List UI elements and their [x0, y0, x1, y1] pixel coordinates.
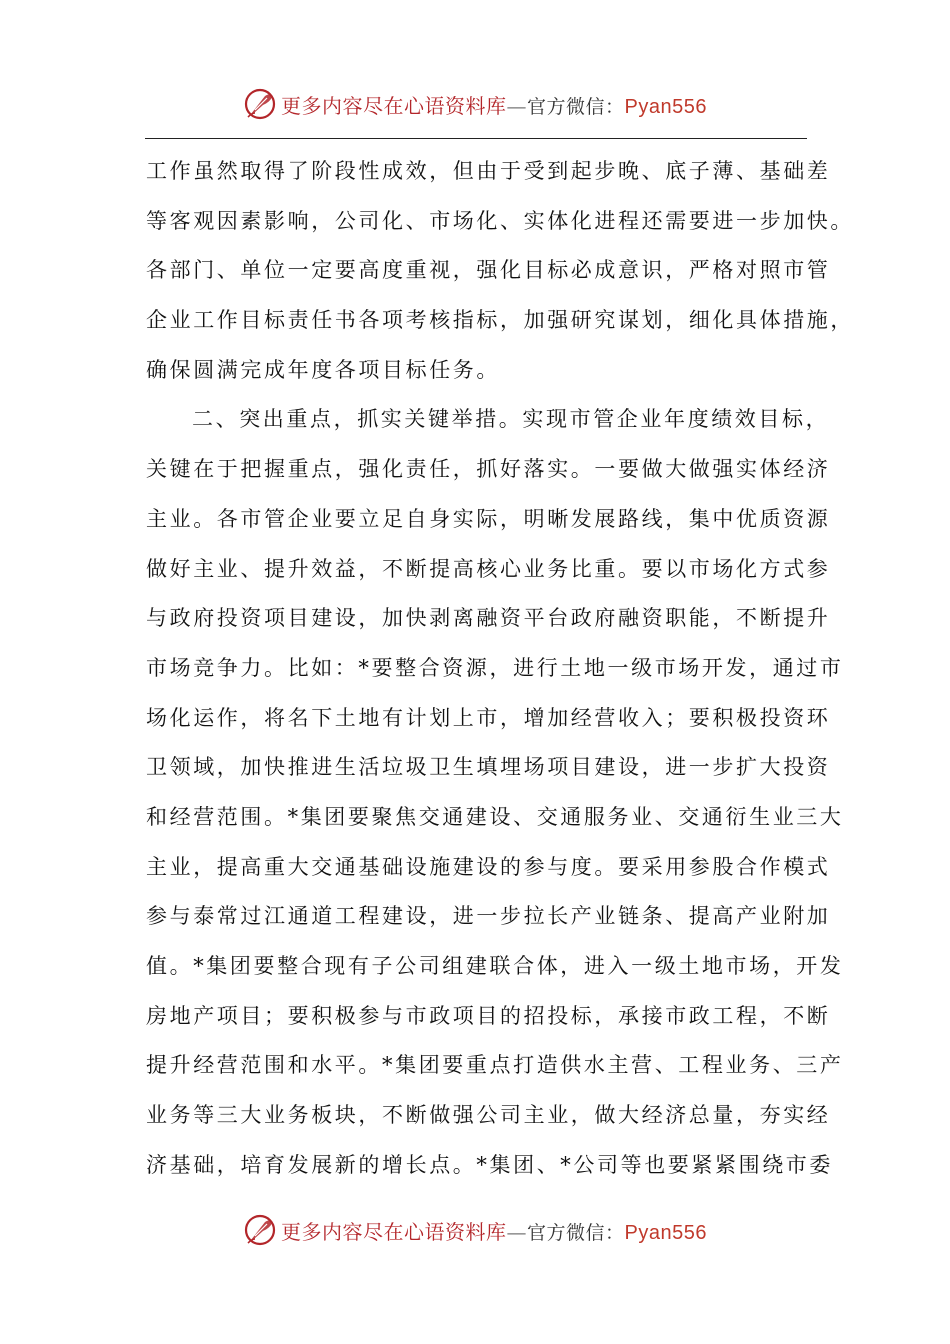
header-wechat-id: Pyan556 — [624, 95, 707, 118]
body-line: 卫领域，加快推进生活垃圾卫生填埋场项目建设，进一步扩大投资 — [146, 755, 831, 780]
body-line: 确保圆满完成年度各项目标任务。 — [146, 357, 500, 382]
body-line: 等客观因素影响，公司化、市场化、实体化进程还需要进一步加快。 — [146, 208, 854, 233]
section-heading-line: 二、突出重点，抓实关键举措。实现市管企业年度绩效目标， — [192, 407, 830, 432]
body-line: 主业，提高重大交通基础设施建设的参与度。要采用参股合作模式 — [146, 854, 831, 879]
footer-dash: — — [506, 1219, 527, 1244]
body-line: 关键在于把握重点，强化责任，抓好落实。一要做大做强实体经济 — [146, 457, 831, 482]
footer-wechat-label: 官方微信： — [527, 1221, 625, 1244]
header-brand-text: 更多内容尽在心语资料库 — [281, 93, 507, 118]
body-line: 场化运作，将名下土地有计划上市，增加经营收入；要积极投资环 — [146, 705, 831, 730]
header-banner-text — [281, 90, 707, 119]
body-line: 与政府投资项目建设，加快剥离融资平台政府融资职能，不断提升 — [146, 606, 831, 631]
header-banner — [0, 84, 950, 124]
body-line: 提升经营范围和水平。*集团要重点打造供水主营、工程业务、三产 — [146, 1053, 844, 1078]
footer-wechat-id: Pyan556 — [624, 1221, 707, 1244]
body-line: 和经营范围。*集团要聚焦交通建设、交通服务业、交通衍生业三大 — [146, 804, 844, 829]
body-line: 各部门、单位一定要高度重视，强化目标必成意识，严格对照市管 — [146, 258, 831, 283]
body-line: 业务等三大业务板块，不断做强公司主业，做大经济总量，夯实经 — [146, 1103, 831, 1128]
body-line: 企业工作目标责任书各项考核指标，加强研究谋划，细化具体措施， — [146, 308, 854, 333]
body-line: 济基础，培育发展新的增长点。*集团、*公司等也要紧紧围绕市委 — [146, 1152, 833, 1177]
footer-banner-text — [281, 1216, 707, 1245]
quill-pen-circle-icon — [243, 87, 277, 121]
quill-pen-circle-icon — [243, 1213, 277, 1247]
header-wechat-label: 官方微信： — [527, 95, 625, 118]
header-divider — [145, 138, 807, 139]
body-line: 做好主业、提升效益，不断提高核心业务比重。要以市场化方式参 — [146, 556, 831, 581]
body-line: 值。*集团要整合现有子公司组建联合体，进入一级土地市场，开发 — [146, 954, 844, 978]
body-line: 房地产项目；要积极参与市政项目的招投标，承接市政工程，不断 — [146, 1003, 831, 1028]
header-dash: — — [506, 93, 527, 118]
body-line: 工作虽然取得了阶段性成效，但由于受到起步晚、底子薄、基础差 — [146, 159, 831, 183]
footer-banner — [0, 1210, 950, 1250]
body-line: 市场竞争力。比如：*要整合资源，进行土地一级市场开发，通过市 — [146, 655, 844, 680]
body-line: 主业。各市管企业要立足自身实际，明晰发展路线，集中优质资源 — [146, 506, 831, 531]
document-body — [146, 147, 854, 1190]
body-line: 参与泰常过江通道工程建设，进一步拉长产业链条、提高产业附加 — [146, 904, 831, 929]
footer-brand-text: 更多内容尽在心语资料库 — [281, 1219, 507, 1244]
